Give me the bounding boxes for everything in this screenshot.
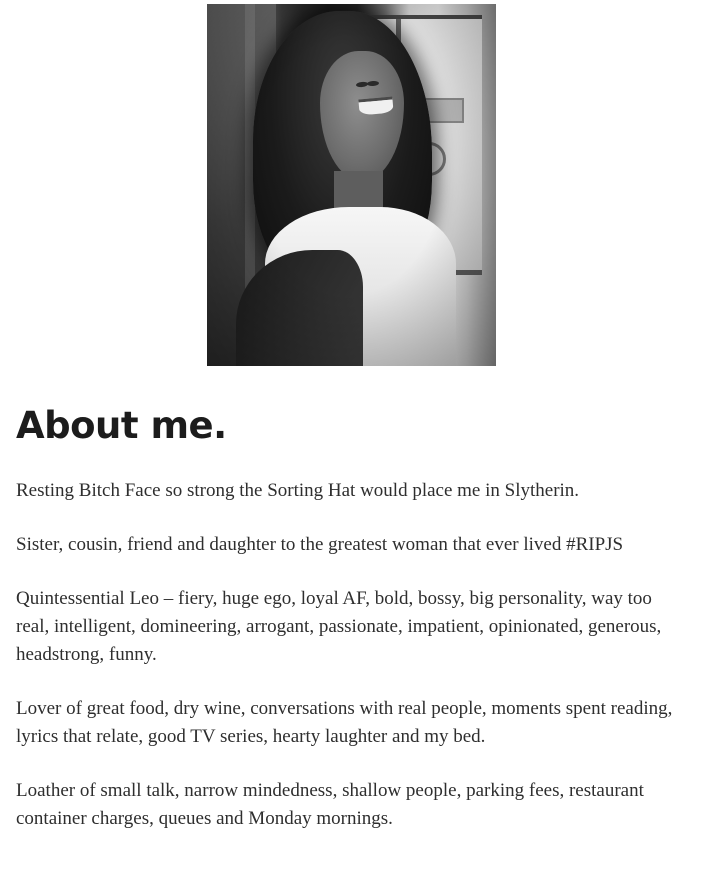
photo-vignette [207, 4, 496, 366]
about-paragraph-2: Sister, cousin, friend and daughter to the greatest woman that ever lived #RIPJS [16, 533, 624, 555]
page-title: About me. [16, 404, 227, 447]
about-paragraph-1: Resting Bitch Face so strong the Sorting Hat would place me in Slytherin. [16, 479, 580, 501]
portrait-photo-container [0, 0, 703, 366]
about-paragraph-4: Lover of great food, dry wine, conversations with real people, moments spent reading, lyrics that relate, good TV series, hearty laughter and my bed. [16, 697, 673, 747]
about-me-content [0, 366, 703, 833]
portrait-photo [207, 4, 496, 366]
about-paragraph-5: Loather of small talk, narrow mindedness, shallow people, parking fees, restaurant container charges, queues and Monday mornings. [16, 779, 644, 829]
about-paragraph-3: Quintessential Leo – fiery, huge ego, loyal AF, bold, bossy, big personality, way too real, intelligent, domineering, arrogant, passionate, impatient, opinionated, generous, headstrong, funny. [16, 587, 662, 665]
